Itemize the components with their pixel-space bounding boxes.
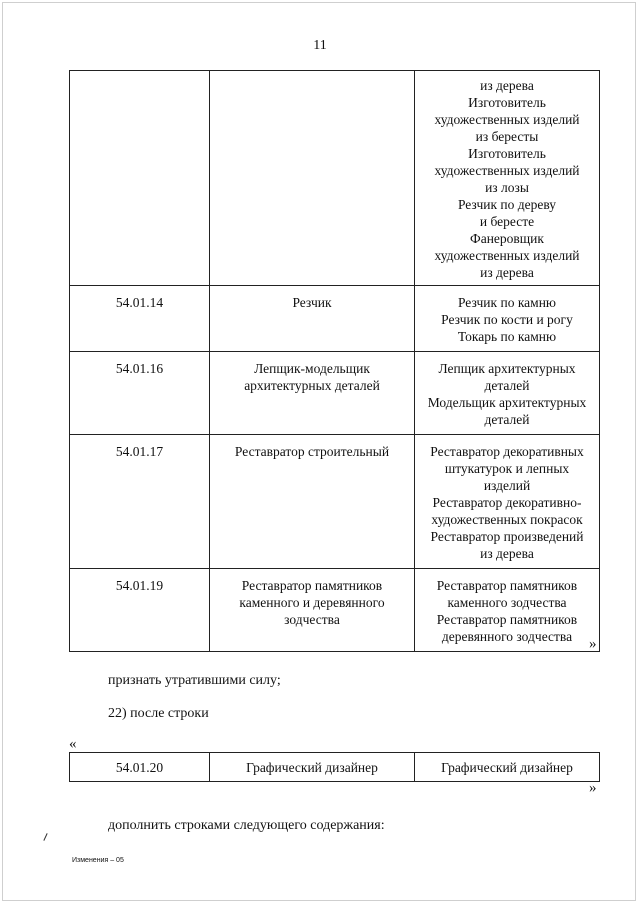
qualification-line: Изготовитель: [468, 146, 546, 161]
profession-cell: Графический дизайнер: [210, 753, 415, 782]
code-cell: 54.01.19: [70, 569, 210, 652]
professions-table: [69, 70, 600, 652]
qualifications-cell: [415, 435, 600, 569]
qualification-line: художественных изделий: [434, 248, 580, 263]
profession-line: Лепщик-модельщик: [254, 361, 370, 376]
qualification-line: Реставратор декоративно-: [432, 495, 582, 510]
code-cell: 54.01.17: [70, 435, 210, 569]
closing-quote: »: [589, 780, 597, 796]
code-cell: 54.01.16: [70, 352, 210, 435]
profession-cell: [210, 286, 415, 352]
qualification-line: Изготовитель: [468, 95, 546, 110]
table-row: [70, 286, 600, 352]
qualification-line: из бересты: [475, 129, 539, 144]
qualification-line: Резчик по камню: [457, 295, 557, 310]
item-22-text: 22) после строки: [108, 706, 209, 721]
profession-cell: [210, 352, 415, 435]
qualification-line: художественных изделий: [434, 163, 580, 178]
page-number: 11: [313, 38, 327, 53]
qualifications-cell: [415, 286, 600, 352]
table-row: [70, 753, 600, 782]
code-cell: 54.01.14: [70, 286, 210, 352]
table-row: [70, 352, 600, 435]
qualification-line: и бересте: [479, 214, 535, 229]
code-cell: 54.01.20: [70, 753, 210, 782]
opening-quote: «: [69, 736, 77, 752]
qualification-line: штукатурок и лепных: [444, 461, 570, 476]
repeal-text: признать утратившими силу;: [108, 673, 281, 688]
supplement-text: дополнить строками следующего содержания:: [108, 818, 385, 833]
qualification-line: Токарь по камню: [457, 329, 557, 344]
table-row: [70, 71, 600, 286]
qualification-line: Реставратор произведений: [430, 529, 584, 544]
profession-line: зодчества: [284, 612, 340, 627]
qualification-line: Лепщик архитектурных: [438, 361, 576, 376]
qualifications-cell: [415, 569, 600, 652]
profession-cell: [210, 435, 415, 569]
professions-table-body: [70, 71, 600, 652]
qualification-line: из дерева: [480, 546, 534, 561]
qualification-line: изделий: [483, 478, 531, 493]
footer-note: Изменения – 05: [72, 857, 124, 864]
profession-cell: [210, 71, 415, 286]
qualifications-cell: [415, 71, 600, 286]
qualifications-cell: [415, 352, 600, 435]
qualification-line: из дерева: [480, 78, 534, 93]
qualification-line: Реставратор памятников: [436, 578, 578, 593]
qualification-line: Реставратор памятников: [436, 612, 578, 627]
profession-line: архитектурных деталей: [244, 378, 380, 393]
qualification-line: каменного зодчества: [447, 595, 567, 610]
qualification-line: художественных покрасок: [431, 512, 583, 527]
qualification-cell: Графический дизайнер: [415, 753, 600, 782]
profession-line: Резчик: [292, 295, 332, 310]
qualification-line: художественных изделий: [434, 112, 580, 127]
after-row-table: [69, 752, 600, 782]
qualification-line: Реставратор декоративных: [430, 444, 584, 459]
code-cell: [70, 71, 210, 286]
qualification-line: деталей: [484, 378, 530, 393]
profession-line: Реставратор памятников: [241, 578, 383, 593]
qualification-line: из лозы: [485, 180, 529, 195]
qualification-line: Резчик по дереву: [457, 197, 557, 212]
closing-quote: »: [589, 636, 597, 652]
profession-cell: [210, 569, 415, 652]
profession-line: Реставратор строительный: [234, 444, 390, 459]
qualification-line: Резчик по кости и рогу: [441, 312, 573, 327]
table-row: [70, 435, 600, 569]
qualification-line: деревянного зодчества: [441, 629, 573, 644]
qualification-line: Модельщик архитектурных: [427, 395, 587, 410]
profession-line: каменного и деревянного: [239, 595, 385, 610]
qualification-line: из дерева: [480, 265, 534, 280]
qualification-line: Фанеровщик: [470, 231, 544, 246]
table-row: [70, 569, 600, 652]
qualification-line: деталей: [484, 412, 530, 427]
